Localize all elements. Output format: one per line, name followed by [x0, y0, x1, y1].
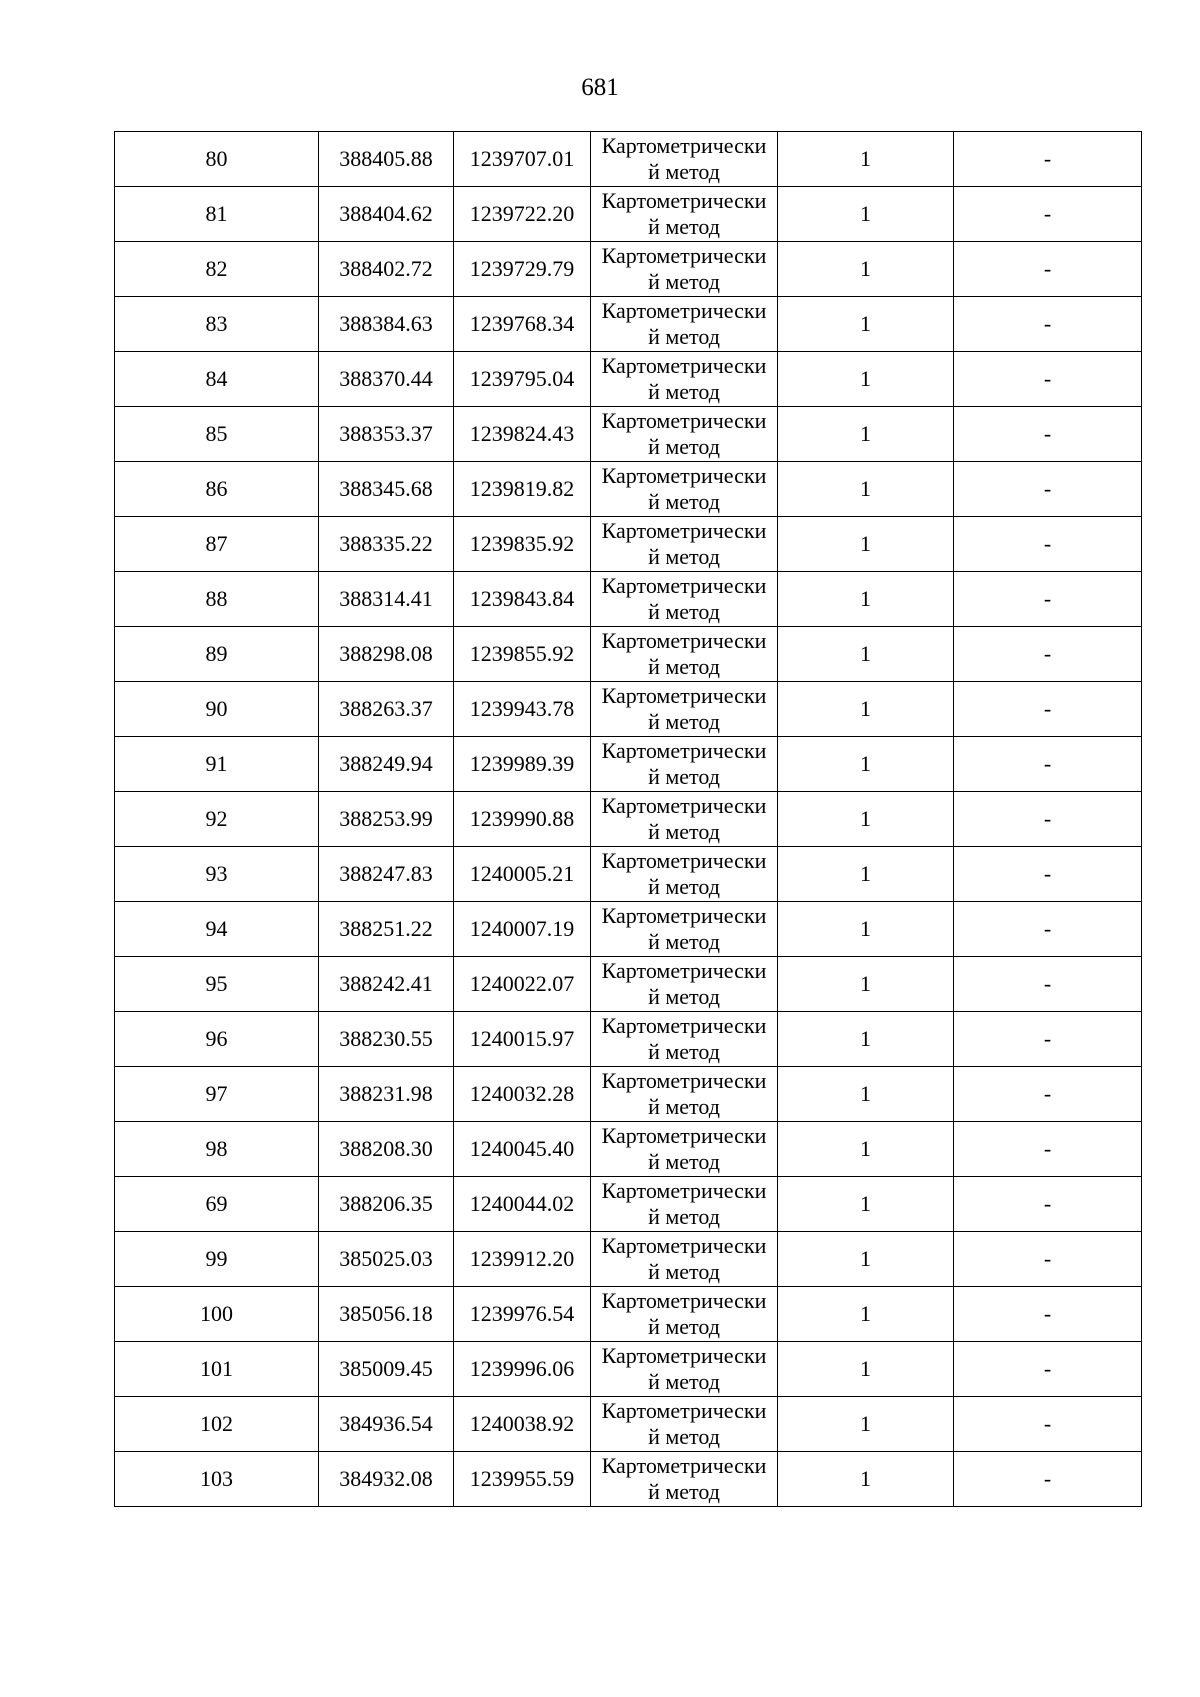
method-text-line-1: Картометрически: [601, 1398, 767, 1423]
note-cell: -: [954, 1067, 1142, 1122]
point-number-cell: 84: [115, 352, 319, 407]
note-cell: -: [954, 1287, 1142, 1342]
method-text-line-1: Картометрически: [601, 1068, 767, 1093]
y-coordinate-cell: 1240007.19: [454, 902, 591, 957]
method-cell: [591, 187, 778, 242]
method-text-line-1: Картометрически: [601, 903, 767, 928]
coordinates-table: [114, 131, 1142, 1507]
y-coordinate-cell: 1239768.34: [454, 297, 591, 352]
table-row: [115, 1452, 1142, 1507]
y-coordinate-cell: 1239707.01: [454, 132, 591, 187]
table-row: [115, 1177, 1142, 1232]
x-coordinate-cell: 388353.37: [319, 407, 454, 462]
accuracy-cell: 1: [778, 1177, 954, 1232]
method-text-line-1: Картометрически: [601, 188, 767, 213]
method-cell: [591, 1067, 778, 1122]
note-cell: -: [954, 1452, 1142, 1507]
y-coordinate-cell: 1239729.79: [454, 242, 591, 297]
point-number-cell: 85: [115, 407, 319, 462]
x-coordinate-cell: 385056.18: [319, 1287, 454, 1342]
method-text-line-1: Картометрически: [601, 243, 767, 268]
x-coordinate-cell: 388206.35: [319, 1177, 454, 1232]
x-coordinate-cell: 385009.45: [319, 1342, 454, 1397]
table-row: [115, 352, 1142, 407]
method-text-line-2: й метод: [648, 874, 720, 899]
table-row: [115, 1012, 1142, 1067]
method-text-line-1: Картометрически: [601, 738, 767, 763]
y-coordinate-cell: 1239819.82: [454, 462, 591, 517]
method-cell: [591, 1452, 778, 1507]
note-cell: -: [954, 517, 1142, 572]
point-number-cell: 82: [115, 242, 319, 297]
method-text-line-2: й метод: [648, 434, 720, 459]
method-text-line-1: Картометрически: [601, 628, 767, 653]
accuracy-cell: 1: [778, 1397, 954, 1452]
y-coordinate-cell: 1239943.78: [454, 682, 591, 737]
method-text-line-2: й метод: [648, 324, 720, 349]
method-text-line-1: Картометрически: [601, 958, 767, 983]
table-row: [115, 517, 1142, 572]
point-number-cell: 96: [115, 1012, 319, 1067]
method-cell: [591, 627, 778, 682]
note-cell: -: [954, 737, 1142, 792]
y-coordinate-cell: 1240038.92: [454, 1397, 591, 1452]
note-cell: -: [954, 242, 1142, 297]
table-row: [115, 1067, 1142, 1122]
table-row: [115, 572, 1142, 627]
table-row: [115, 627, 1142, 682]
method-text-line-1: Картометрически: [601, 1233, 767, 1258]
table-row: [115, 902, 1142, 957]
accuracy-cell: 1: [778, 1122, 954, 1177]
point-number-cell: 83: [115, 297, 319, 352]
x-coordinate-cell: 384932.08: [319, 1452, 454, 1507]
x-coordinate-cell: 388208.30: [319, 1122, 454, 1177]
x-coordinate-cell: 388251.22: [319, 902, 454, 957]
note-cell: -: [954, 132, 1142, 187]
method-cell: [591, 1342, 778, 1397]
y-coordinate-cell: 1240044.02: [454, 1177, 591, 1232]
point-number-cell: 89: [115, 627, 319, 682]
y-coordinate-cell: 1239912.20: [454, 1232, 591, 1287]
accuracy-cell: 1: [778, 352, 954, 407]
accuracy-cell: 1: [778, 132, 954, 187]
x-coordinate-cell: 385025.03: [319, 1232, 454, 1287]
y-coordinate-cell: 1240045.40: [454, 1122, 591, 1177]
method-text-line-1: Картометрически: [601, 353, 767, 378]
table-row: [115, 1342, 1142, 1397]
method-text-line-1: Картометрически: [601, 683, 767, 708]
x-coordinate-cell: 388230.55: [319, 1012, 454, 1067]
accuracy-cell: 1: [778, 792, 954, 847]
method-text-line-2: й метод: [648, 544, 720, 569]
point-number-cell: 102: [115, 1397, 319, 1452]
table-row: [115, 847, 1142, 902]
point-number-cell: 100: [115, 1287, 319, 1342]
x-coordinate-cell: 388249.94: [319, 737, 454, 792]
method-text-line-2: й метод: [648, 489, 720, 514]
x-coordinate-cell: 388298.08: [319, 627, 454, 682]
method-cell: [591, 1287, 778, 1342]
method-cell: [591, 132, 778, 187]
x-coordinate-cell: 388242.41: [319, 957, 454, 1012]
method-text-line-2: й метод: [648, 599, 720, 624]
x-coordinate-cell: 384936.54: [319, 1397, 454, 1452]
accuracy-cell: 1: [778, 1012, 954, 1067]
table-row: [115, 297, 1142, 352]
note-cell: -: [954, 572, 1142, 627]
page-number: 681: [581, 74, 619, 101]
method-text-line-1: Картометрически: [601, 1123, 767, 1148]
note-cell: -: [954, 1342, 1142, 1397]
method-text-line-2: й метод: [648, 1424, 720, 1449]
method-text-line-2: й метод: [648, 984, 720, 1009]
table-row: [115, 1232, 1142, 1287]
accuracy-cell: 1: [778, 1232, 954, 1287]
y-coordinate-cell: 1239835.92: [454, 517, 591, 572]
method-text-line-2: й метод: [648, 709, 720, 734]
y-coordinate-cell: 1239990.88: [454, 792, 591, 847]
note-cell: -: [954, 1232, 1142, 1287]
accuracy-cell: 1: [778, 572, 954, 627]
method-text-line-2: й метод: [648, 1314, 720, 1339]
table-row: [115, 1287, 1142, 1342]
accuracy-cell: 1: [778, 682, 954, 737]
method-text-line-1: Картометрически: [601, 573, 767, 598]
method-text-line-1: Картометрически: [601, 133, 767, 158]
point-number-cell: 97: [115, 1067, 319, 1122]
accuracy-cell: 1: [778, 187, 954, 242]
table-row: [115, 682, 1142, 737]
point-number-cell: 92: [115, 792, 319, 847]
method-text-line-1: Картометрически: [601, 1453, 767, 1478]
accuracy-cell: 1: [778, 462, 954, 517]
method-cell: [591, 957, 778, 1012]
table-row: [115, 462, 1142, 517]
method-text-line-2: й метод: [648, 1369, 720, 1394]
y-coordinate-cell: 1239795.04: [454, 352, 591, 407]
point-number-cell: 99: [115, 1232, 319, 1287]
accuracy-cell: 1: [778, 407, 954, 462]
y-coordinate-cell: 1239996.06: [454, 1342, 591, 1397]
accuracy-cell: 1: [778, 902, 954, 957]
method-cell: [591, 1177, 778, 1232]
method-text-line-2: й метод: [648, 764, 720, 789]
point-number-cell: 69: [115, 1177, 319, 1232]
note-cell: -: [954, 1397, 1142, 1452]
table-row: [115, 187, 1142, 242]
method-text-line-2: й метод: [648, 1479, 720, 1504]
method-text-line-1: Картометрически: [601, 1288, 767, 1313]
x-coordinate-cell: 388402.72: [319, 242, 454, 297]
method-text-line-2: й метод: [648, 379, 720, 404]
note-cell: -: [954, 407, 1142, 462]
table-row: [115, 957, 1142, 1012]
point-number-cell: 94: [115, 902, 319, 957]
y-coordinate-cell: 1239955.59: [454, 1452, 591, 1507]
method-text-line-2: й метод: [648, 819, 720, 844]
method-cell: [591, 847, 778, 902]
method-cell: [591, 407, 778, 462]
point-number-cell: 80: [115, 132, 319, 187]
accuracy-cell: 1: [778, 297, 954, 352]
note-cell: -: [954, 957, 1142, 1012]
y-coordinate-cell: 1240022.07: [454, 957, 591, 1012]
accuracy-cell: 1: [778, 957, 954, 1012]
method-text-line-1: Картометрически: [601, 848, 767, 873]
table-row: [115, 242, 1142, 297]
x-coordinate-cell: 388231.98: [319, 1067, 454, 1122]
method-text-line-2: й метод: [648, 1094, 720, 1119]
method-text-line-2: й метод: [648, 654, 720, 679]
x-coordinate-cell: 388345.68: [319, 462, 454, 517]
y-coordinate-cell: 1239855.92: [454, 627, 591, 682]
point-number-cell: 88: [115, 572, 319, 627]
method-cell: [591, 1012, 778, 1067]
y-coordinate-cell: 1239824.43: [454, 407, 591, 462]
note-cell: -: [954, 187, 1142, 242]
y-coordinate-cell: 1239976.54: [454, 1287, 591, 1342]
method-text-line-1: Картометрически: [601, 1013, 767, 1038]
point-number-cell: 90: [115, 682, 319, 737]
method-text-line-2: й метод: [648, 1204, 720, 1229]
method-cell: [591, 242, 778, 297]
accuracy-cell: 1: [778, 1067, 954, 1122]
note-cell: -: [954, 1122, 1142, 1177]
method-text-line-1: Картометрически: [601, 1178, 767, 1203]
table-row: [115, 1122, 1142, 1177]
point-number-cell: 95: [115, 957, 319, 1012]
note-cell: -: [954, 847, 1142, 902]
accuracy-cell: 1: [778, 1452, 954, 1507]
note-cell: -: [954, 627, 1142, 682]
y-coordinate-cell: 1239843.84: [454, 572, 591, 627]
x-coordinate-cell: 388370.44: [319, 352, 454, 407]
table-row: [115, 1397, 1142, 1452]
y-coordinate-cell: 1240015.97: [454, 1012, 591, 1067]
coordinates-table-body: [115, 132, 1142, 1507]
method-cell: [591, 462, 778, 517]
method-cell: [591, 1122, 778, 1177]
accuracy-cell: 1: [778, 517, 954, 572]
accuracy-cell: 1: [778, 1342, 954, 1397]
table-row: [115, 792, 1142, 847]
x-coordinate-cell: 388314.41: [319, 572, 454, 627]
method-text-line-1: Картометрически: [601, 518, 767, 543]
point-number-cell: 91: [115, 737, 319, 792]
y-coordinate-cell: 1239722.20: [454, 187, 591, 242]
method-cell: [591, 572, 778, 627]
method-cell: [591, 682, 778, 737]
point-number-cell: 87: [115, 517, 319, 572]
method-text-line-2: й метод: [648, 269, 720, 294]
method-text-line-1: Картометрически: [601, 1343, 767, 1368]
x-coordinate-cell: 388263.37: [319, 682, 454, 737]
method-cell: [591, 297, 778, 352]
y-coordinate-cell: 1240032.28: [454, 1067, 591, 1122]
method-text-line-1: Картометрически: [601, 408, 767, 433]
point-number-cell: 103: [115, 1452, 319, 1507]
method-text-line-2: й метод: [648, 1149, 720, 1174]
method-text-line-2: й метод: [648, 159, 720, 184]
note-cell: -: [954, 1012, 1142, 1067]
method-text-line-2: й метод: [648, 929, 720, 954]
note-cell: -: [954, 792, 1142, 847]
accuracy-cell: 1: [778, 242, 954, 297]
method-text-line-2: й метод: [648, 214, 720, 239]
method-text-line-1: Картометрически: [601, 463, 767, 488]
method-text-line-1: Картометрически: [601, 298, 767, 323]
point-number-cell: 93: [115, 847, 319, 902]
point-number-cell: 98: [115, 1122, 319, 1177]
x-coordinate-cell: 388405.88: [319, 132, 454, 187]
accuracy-cell: 1: [778, 737, 954, 792]
table-row: [115, 737, 1142, 792]
note-cell: -: [954, 297, 1142, 352]
method-text-line-2: й метод: [648, 1259, 720, 1284]
note-cell: -: [954, 1177, 1142, 1232]
point-number-cell: 81: [115, 187, 319, 242]
method-cell: [591, 1397, 778, 1452]
accuracy-cell: 1: [778, 627, 954, 682]
note-cell: -: [954, 352, 1142, 407]
note-cell: -: [954, 902, 1142, 957]
method-cell: [591, 792, 778, 847]
accuracy-cell: 1: [778, 847, 954, 902]
point-number-cell: 101: [115, 1342, 319, 1397]
y-coordinate-cell: 1240005.21: [454, 847, 591, 902]
method-text-line-1: Картометрически: [601, 793, 767, 818]
x-coordinate-cell: 388384.63: [319, 297, 454, 352]
method-text-line-2: й метод: [648, 1039, 720, 1064]
note-cell: -: [954, 682, 1142, 737]
method-cell: [591, 737, 778, 792]
note-cell: -: [954, 462, 1142, 517]
x-coordinate-cell: 388335.22: [319, 517, 454, 572]
x-coordinate-cell: 388247.83: [319, 847, 454, 902]
table-row: [115, 407, 1142, 462]
x-coordinate-cell: 388253.99: [319, 792, 454, 847]
method-cell: [591, 517, 778, 572]
accuracy-cell: 1: [778, 1287, 954, 1342]
method-cell: [591, 352, 778, 407]
method-cell: [591, 902, 778, 957]
y-coordinate-cell: 1239989.39: [454, 737, 591, 792]
x-coordinate-cell: 388404.62: [319, 187, 454, 242]
point-number-cell: 86: [115, 462, 319, 517]
table-row: [115, 132, 1142, 187]
method-cell: [591, 1232, 778, 1287]
